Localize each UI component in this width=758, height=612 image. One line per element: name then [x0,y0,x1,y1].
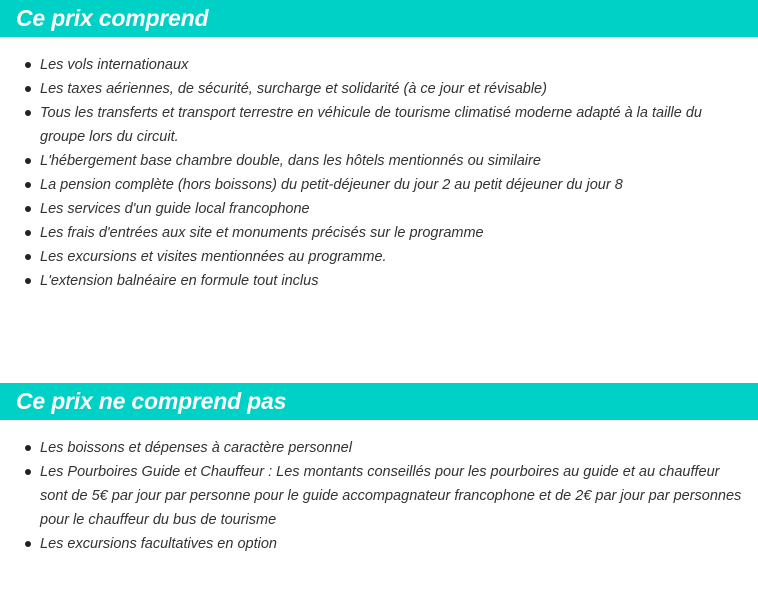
list-item [0,173,758,197]
bullet-icon [25,158,31,164]
bullet-icon [25,254,31,260]
includes-title: Ce prix comprend [0,0,758,37]
bullet-icon [25,541,31,547]
list-item [0,77,758,101]
list-item [0,149,758,173]
list-item [0,436,758,460]
list-item-text: Les boissons et dépenses à caractère personnel [40,440,352,456]
list-item [0,460,758,532]
bullet-icon [25,206,31,212]
bullet-icon [25,62,31,68]
excludes-list [0,420,758,556]
includes-section [0,0,758,293]
list-item-text: L'extension balnéaire en formule tout inclus [40,273,319,289]
list-item-text: Les vols internationaux [40,57,189,73]
excludes-section [0,383,758,556]
list-item-text: L'hébergement base chambre double, dans les hôtels mentionnés ou similaire [40,153,541,169]
bullet-icon [25,445,31,451]
list-item-text: Les taxes aériennes, de sécurité, surcharge et solidarité (à ce jour et révisable) [40,81,547,97]
list-item [0,532,758,556]
list-item-text: Les frais d'entrées aux site et monuments précisés sur le programme [40,225,484,241]
list-item-text: Tous les transferts et transport terrestre en véhicule de tourisme climatisé moderne adapté à la taille du groupe lors du circuit. [40,105,702,145]
bullet-icon [25,110,31,116]
list-item [0,269,758,293]
bullet-icon [25,469,31,475]
bullet-icon [25,182,31,188]
includes-list [0,37,758,293]
list-item [0,245,758,269]
list-item [0,53,758,77]
excludes-title: Ce prix ne comprend pas [0,383,758,420]
list-item [0,101,758,149]
bullet-icon [25,278,31,284]
bullet-icon [25,230,31,236]
list-item-text: Les excursions facultatives en option [40,536,277,552]
list-item-text: Les Pourboires Guide et Chauffeur : Les montants conseillés pour les pourboires au guide et au chauffeur sont de 5€ par jour par personne pour le guide accompagnateur francophone et de 2€ par jour par personnes pour le chauffeur du bus de tourisme [40,464,742,528]
bullet-icon [25,86,31,92]
list-item [0,221,758,245]
list-item-text: La pension complète (hors boissons) du petit-déjeuner du jour 2 au petit déjeuner du jour 8 [40,177,623,193]
list-item [0,197,758,221]
list-item-text: Les services d'un guide local francophone [40,201,310,217]
list-item-text: Les excursions et visites mentionnées au programme. [40,249,387,265]
